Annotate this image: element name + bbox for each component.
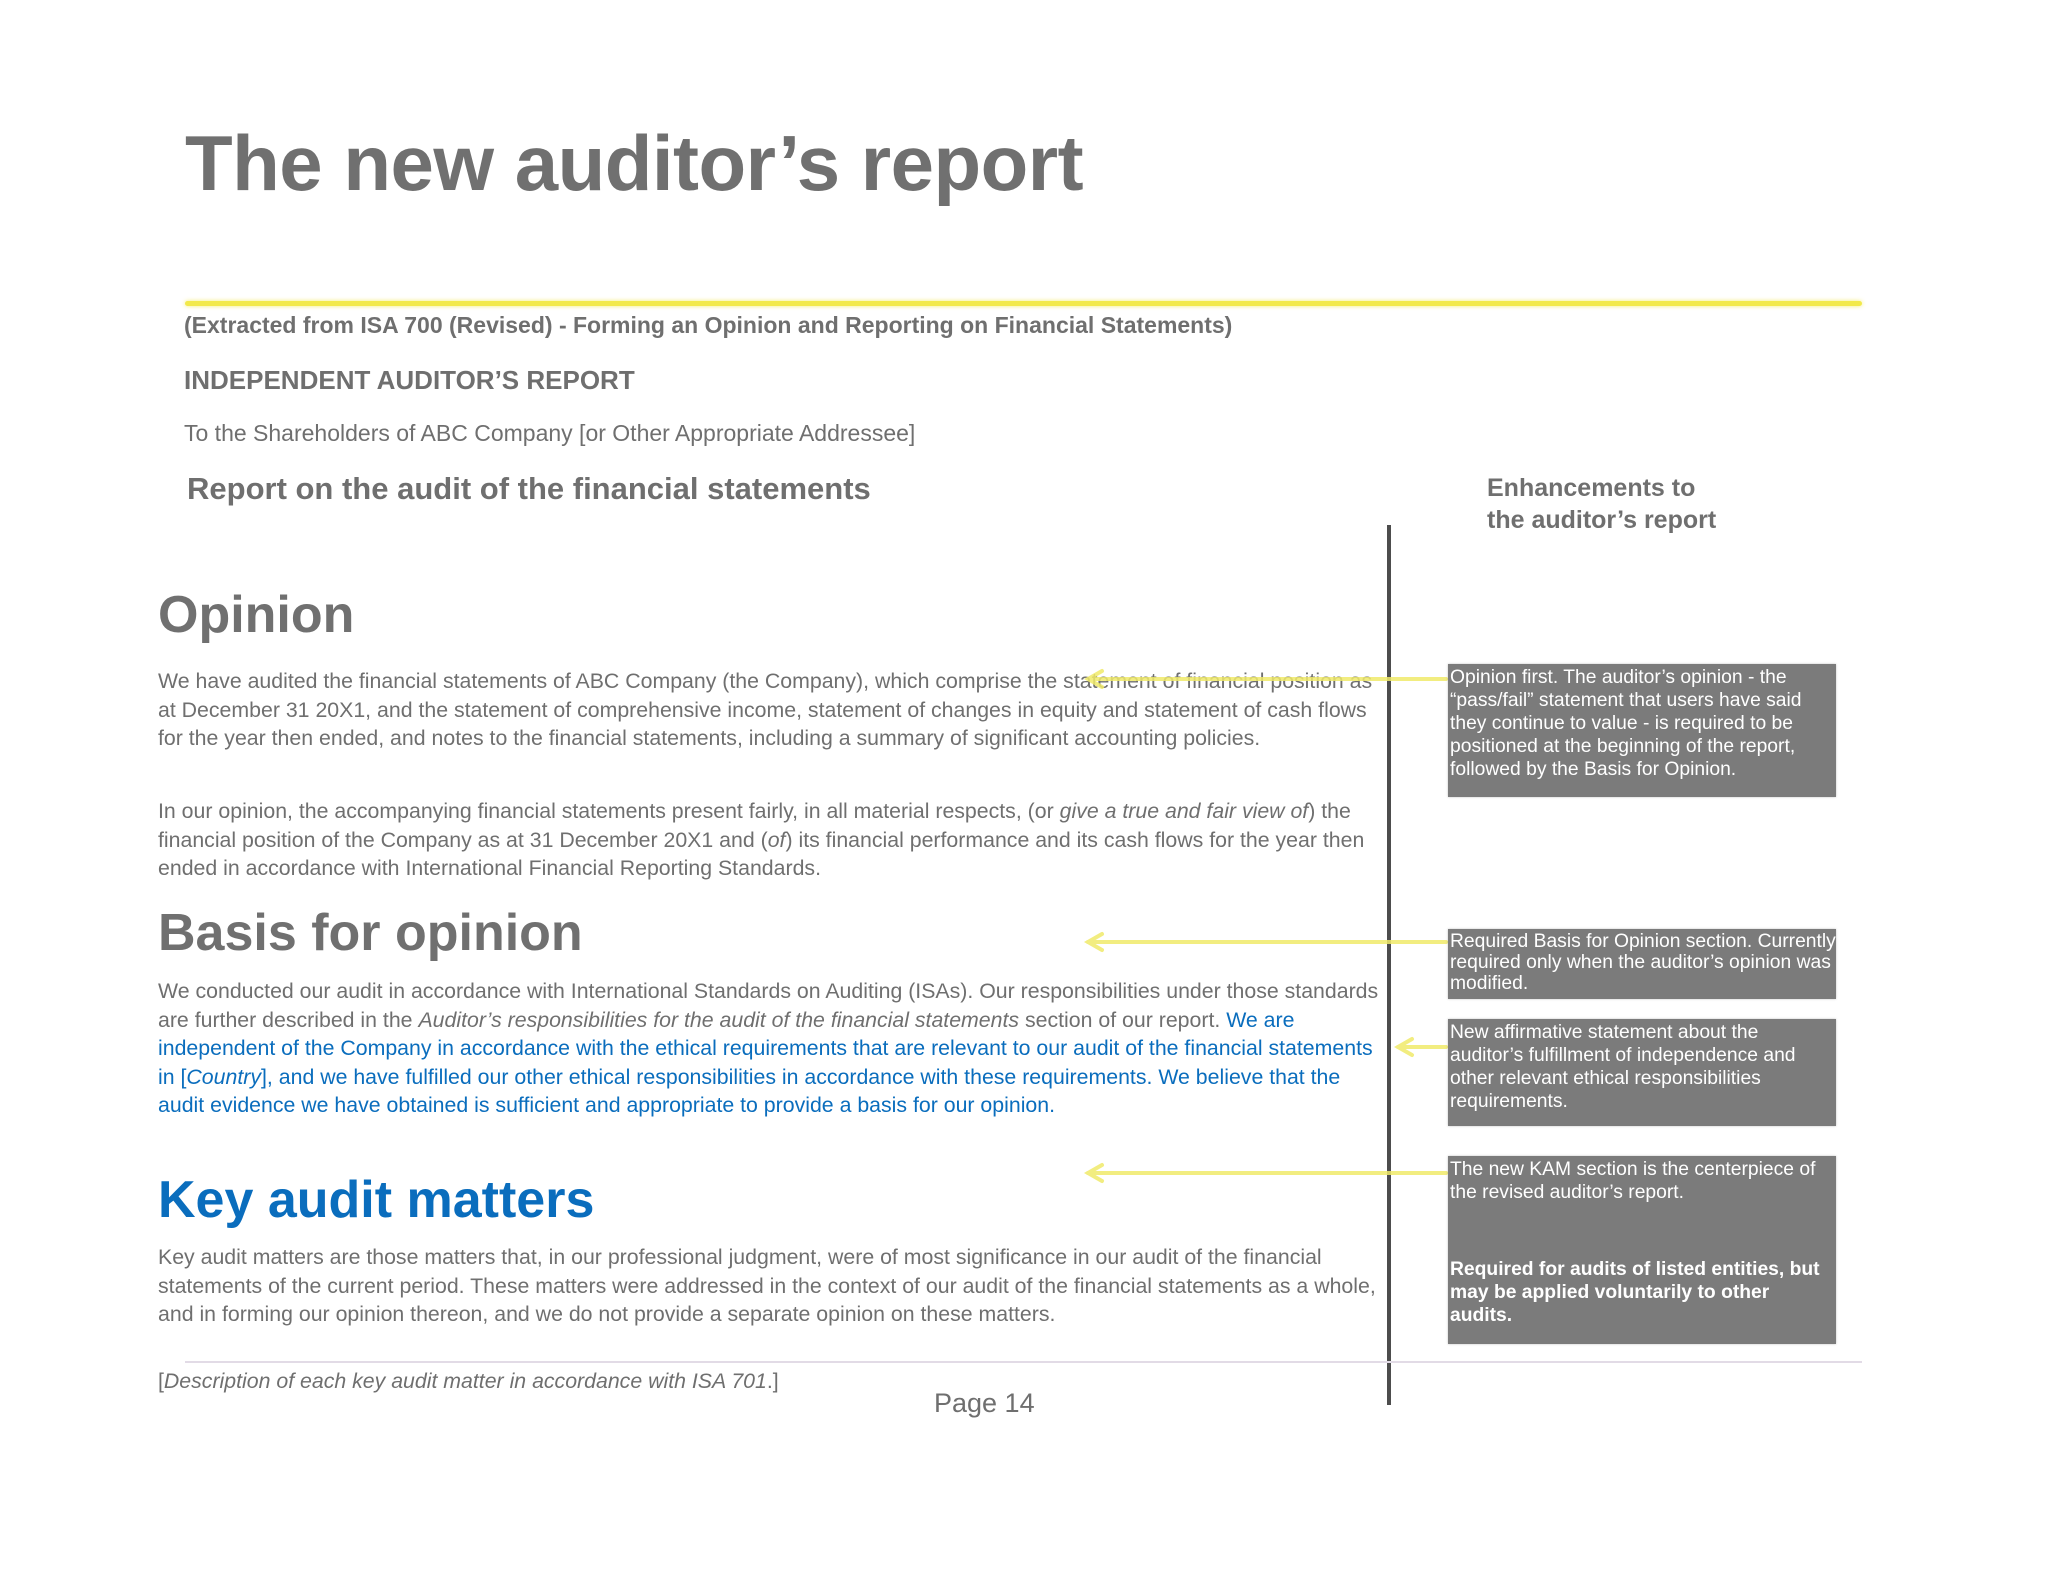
basis-text-b: section of our report. xyxy=(1019,1007,1227,1032)
callout-kam-section xyxy=(1448,1156,1836,1344)
basis-italic-reference: Auditor’s responsibilities for the audit of the financial statements xyxy=(418,1007,1020,1032)
kam-p2-close: .] xyxy=(766,1369,779,1393)
callout-independence-statement: New affirmative statement about the auditor’s fulfillment of independence and other relevant ethical responsibilities requirements. xyxy=(1448,1019,1836,1126)
page-number: Page 14 xyxy=(934,1388,1035,1418)
opinion-p2-text-b: ) the financial position of the Company as at 31 December 20X1 and ( xyxy=(158,799,1351,852)
report-heading: INDEPENDENT AUDITOR’S REPORT xyxy=(184,365,635,395)
independence-statement-b: ], and we have fulfilled our other ethical responsibilities in accordance with these requirements. We believe that the audit evidence we have obtained is sufficient and appropriate to provide a basis for our opinion. xyxy=(158,1064,1341,1117)
callout-kam-note: Required for audits of listed entities, but may be applied voluntarily to other audits. xyxy=(1450,1259,1820,1326)
enhancements-heading-line1: Enhancements to xyxy=(1487,474,1696,502)
independence-statement-country: Country xyxy=(186,1064,261,1089)
opinion-p2-text-a: In our opinion, the accompanying financial statements present fairly, in all material respects, (or xyxy=(158,799,1060,823)
kam-p2-open: [ xyxy=(158,1369,164,1393)
section-heading: Report on the audit of the financial statements xyxy=(187,471,871,506)
opinion-p2-italic-1: give a true and fair view of xyxy=(1059,799,1309,823)
kam-heading: Key audit matters xyxy=(158,1171,595,1229)
opinion-arrow xyxy=(1088,671,1446,687)
opinion-p2-text-c: ) its financial performance and its cash flows for the year then ended in accordance with International Financial Reporting Standards. xyxy=(158,827,1365,880)
callout-kam-text: The new KAM section is the centerpiece of the revised auditor’s report. xyxy=(1450,1159,1816,1203)
kam-paragraph-1: Key audit matters are those matters that, in our professional judgment, were of most significance in our audit of the financial statements of the current period. These matters were addressed in the context of our audit of the financial statements as a whole, and in forming our opinion thereon, and we do not provide a separate opinion on these matters. xyxy=(158,1245,1376,1326)
opinion-heading: Opinion xyxy=(158,586,355,644)
independence-arrow xyxy=(1398,1039,1446,1055)
callout-basis-for-opinion: Required Basis for Opinion section. Currently required only when the auditor’s opinion was modified. xyxy=(1448,929,1836,999)
basis-text-a: We conducted our audit in accordance with International Standards on Auditing (ISAs). Our responsibilities under those standards are further described in the xyxy=(158,979,1379,1032)
opinion-paragraph-1: We have audited the financial statements of ABC Company (the Company), which comprise the statement of financial position as at December 31 20X1, and the statement of comprehensive income, statement of changes in equity and statement of cash flows for the year then ended, and notes to the financial statements, including a summary of significant accounting policies. xyxy=(158,669,1373,750)
callout-opinion-first: Opinion first. The auditor’s opinion - the “pass/fail” statement that users have said they continue to value - is required to be positioned at the beginning of the report, followed by the Basis for Opinion. xyxy=(1448,664,1836,797)
source-note: (Extracted from ISA 700 (Revised) - Forming an Opinion and Reporting on Financial Statements) xyxy=(184,312,1233,338)
independence-statement-a: We are independent of the Company in accordance with the ethical requirements that are relevant to our audit of the financial statements in [ xyxy=(158,1007,1373,1089)
basis-arrow xyxy=(1088,934,1446,950)
opinion-p2-italic-2: of xyxy=(767,827,786,852)
page-title: The new auditor’s report xyxy=(185,119,1084,207)
addressee-line: To the Shareholders of ABC Company [or Other Appropriate Addressee] xyxy=(184,420,916,446)
enhancements-heading-line2: the auditor’s report xyxy=(1487,506,1717,534)
basis-heading: Basis for opinion xyxy=(158,904,583,962)
kam-arrow xyxy=(1088,1165,1446,1181)
kam-p2-text: Description of each key audit matter in accordance with ISA 701 xyxy=(163,1369,767,1393)
